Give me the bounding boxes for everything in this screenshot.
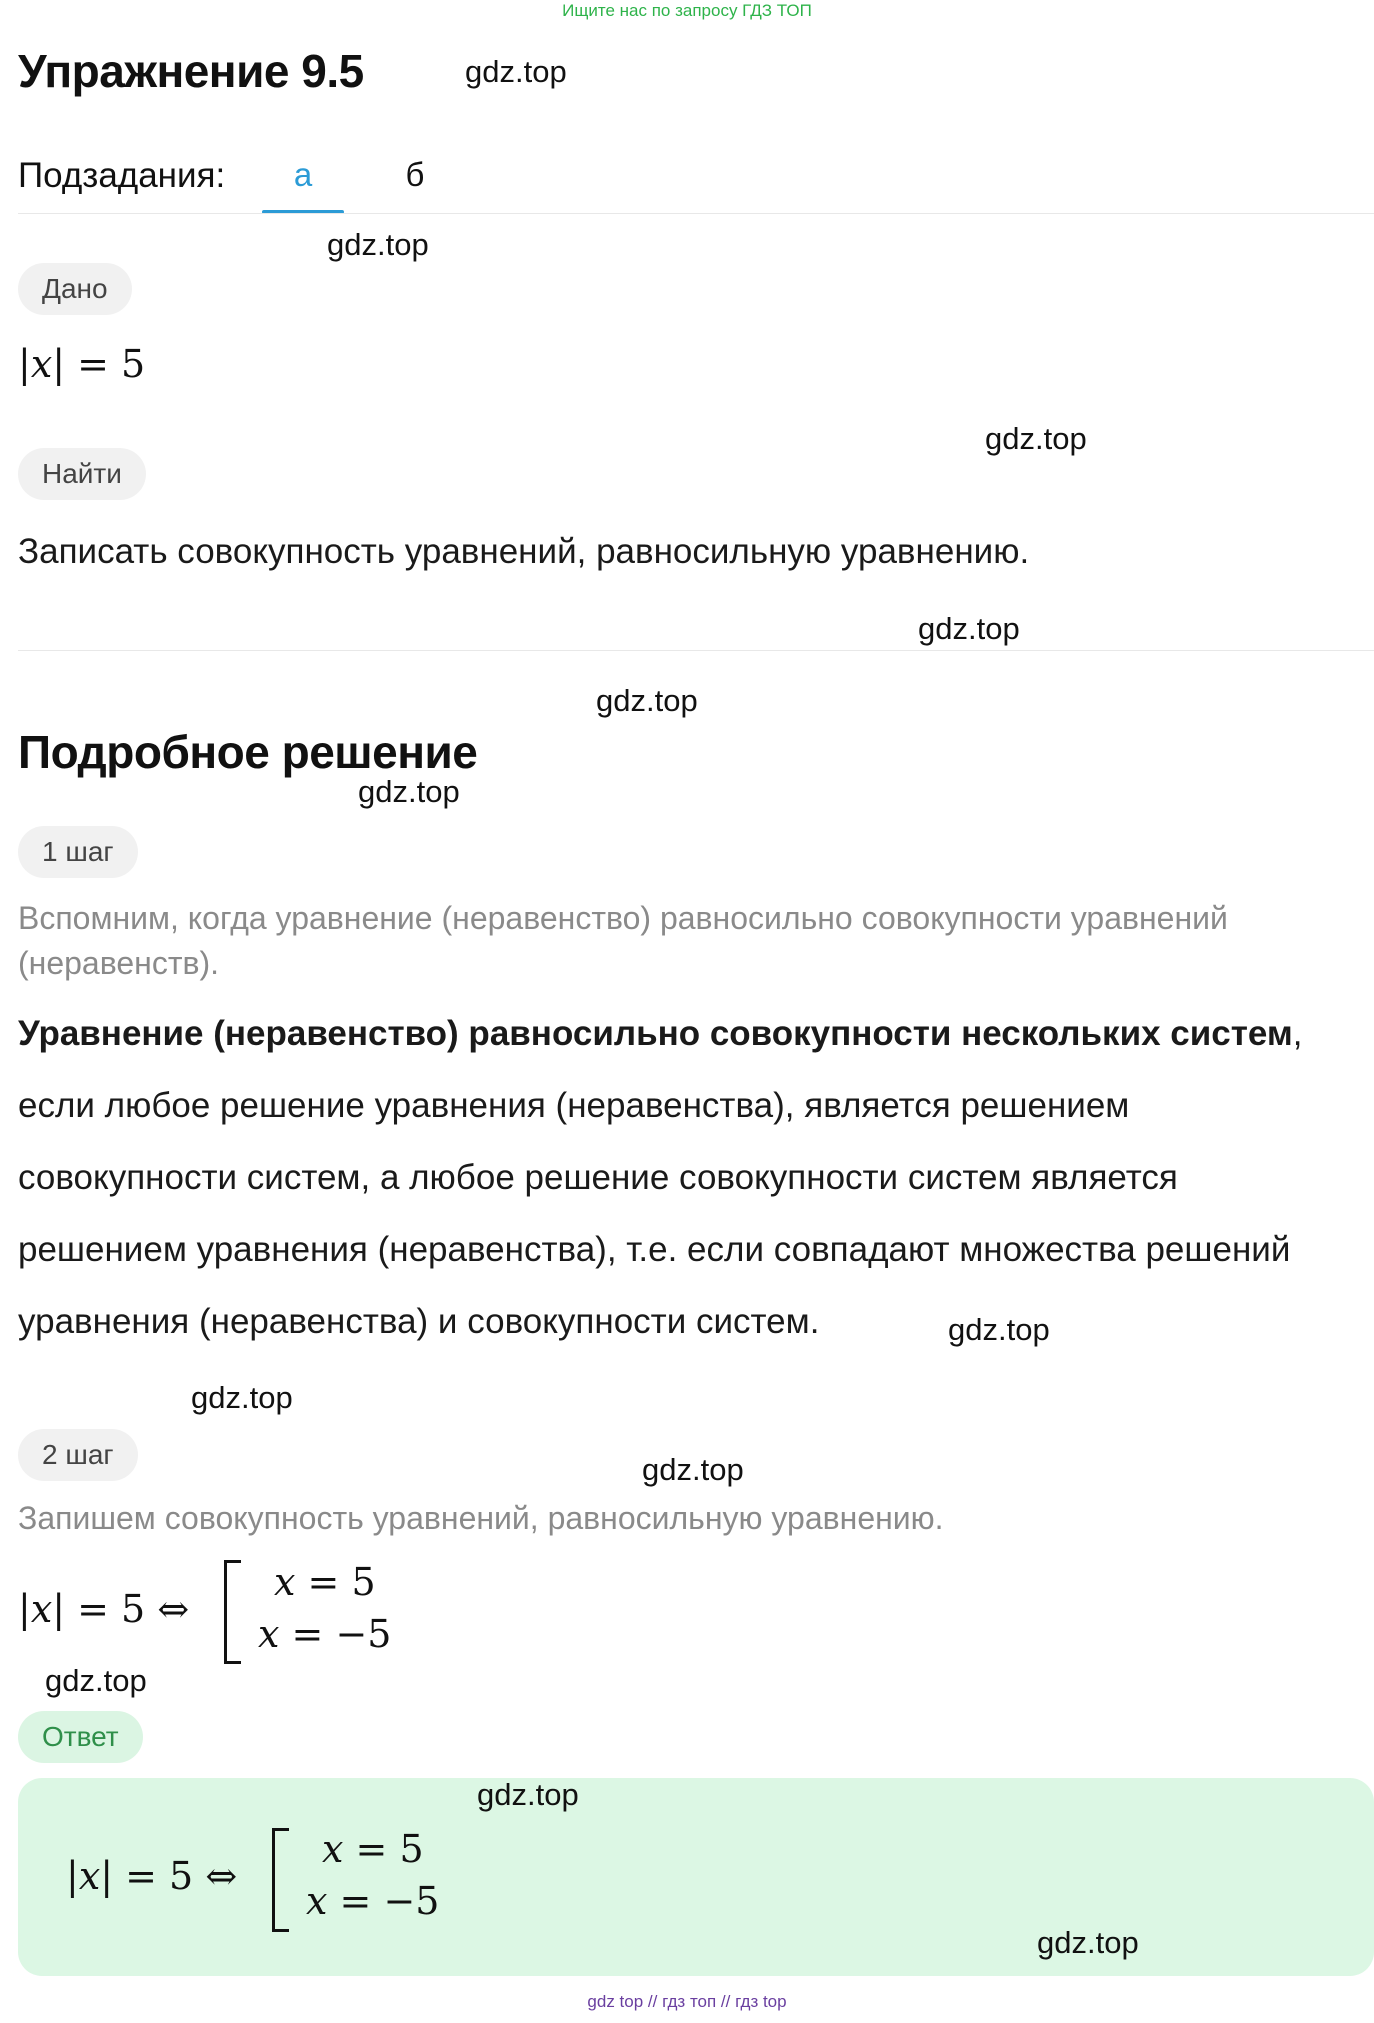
watermark: gdz.top <box>948 1312 1050 1347</box>
step2-intro: Запишем совокупность уравнений, равносильную уравнению. <box>18 1500 944 1536</box>
watermark: gdz.top <box>191 1380 293 1415</box>
watermark: gdz.top <box>918 611 1020 646</box>
top-note: Ищите нас по запросу ГДЗ ТОП <box>562 1 812 20</box>
bracket <box>224 1560 241 1664</box>
page-title: Упражнение 9.5 <box>18 45 364 97</box>
solution-heading: Подробное решение <box>18 726 478 778</box>
given-badge: Дано <box>18 263 132 315</box>
tab-b[interactable]: б <box>405 156 425 193</box>
watermark: gdz.top <box>358 774 460 809</box>
watermark: gdz.top <box>477 1777 579 1812</box>
watermark: gdz.top <box>327 227 429 262</box>
step1-line: совокупности систем, а любое решение совокупности систем является <box>18 1158 1178 1197</box>
step1-intro-line1: Вспомним, когда уравнение (неравенство) равносильно совокупности уравнений <box>18 900 1228 936</box>
step1-badge: 1 шаг <box>18 826 138 878</box>
watermark: gdz.top <box>642 1452 744 1487</box>
bracket <box>272 1828 289 1932</box>
divider <box>18 650 1374 651</box>
step2-lhs: |x| = 5 ⇔ <box>18 1587 190 1631</box>
watermark: gdz.top <box>985 421 1087 456</box>
step1-definition: Уравнение (неравенство) равносильно совокупности нескольких систем, <box>18 1014 1303 1053</box>
watermark: gdz.top <box>596 683 698 718</box>
step1-intro-line2: (неравенств). <box>18 945 220 981</box>
find-text: Записать совокупность уравнений, равносильную уравнению. <box>18 532 1030 571</box>
watermark: gdz.top <box>1037 1925 1139 1960</box>
watermark: gdz.top <box>45 1663 147 1698</box>
step1-line: если любое решение уравнения (неравенства), является решением <box>18 1086 1130 1125</box>
step2-eq2: x = −5 <box>258 1612 392 1656</box>
tab-a[interactable]: а <box>293 156 313 193</box>
answer-eq2: x = −5 <box>306 1879 440 1923</box>
answer-lhs: |x| = 5 ⇔ <box>66 1854 238 1898</box>
subtasks-label: Подзадания: <box>18 156 226 195</box>
given-math: |x| = 5 <box>18 342 146 386</box>
step1-line: решением уравнения (неравенства), т.е. если совпадают множества решений <box>18 1230 1291 1269</box>
step2-badge: 2 шаг <box>18 1429 138 1481</box>
watermark: gdz.top <box>465 54 567 89</box>
step2-eq1: x = 5 <box>274 1560 376 1604</box>
divider <box>18 213 1374 214</box>
bottom-links[interactable]: gdz top // гдз топ // гдз top <box>587 1992 787 2011</box>
find-badge: Найти <box>18 448 146 500</box>
step1-line: уравнения (неравенства) и совокупности систем. <box>18 1302 820 1341</box>
answer-badge: Ответ <box>18 1711 143 1763</box>
answer-eq1: x = 5 <box>322 1827 424 1871</box>
